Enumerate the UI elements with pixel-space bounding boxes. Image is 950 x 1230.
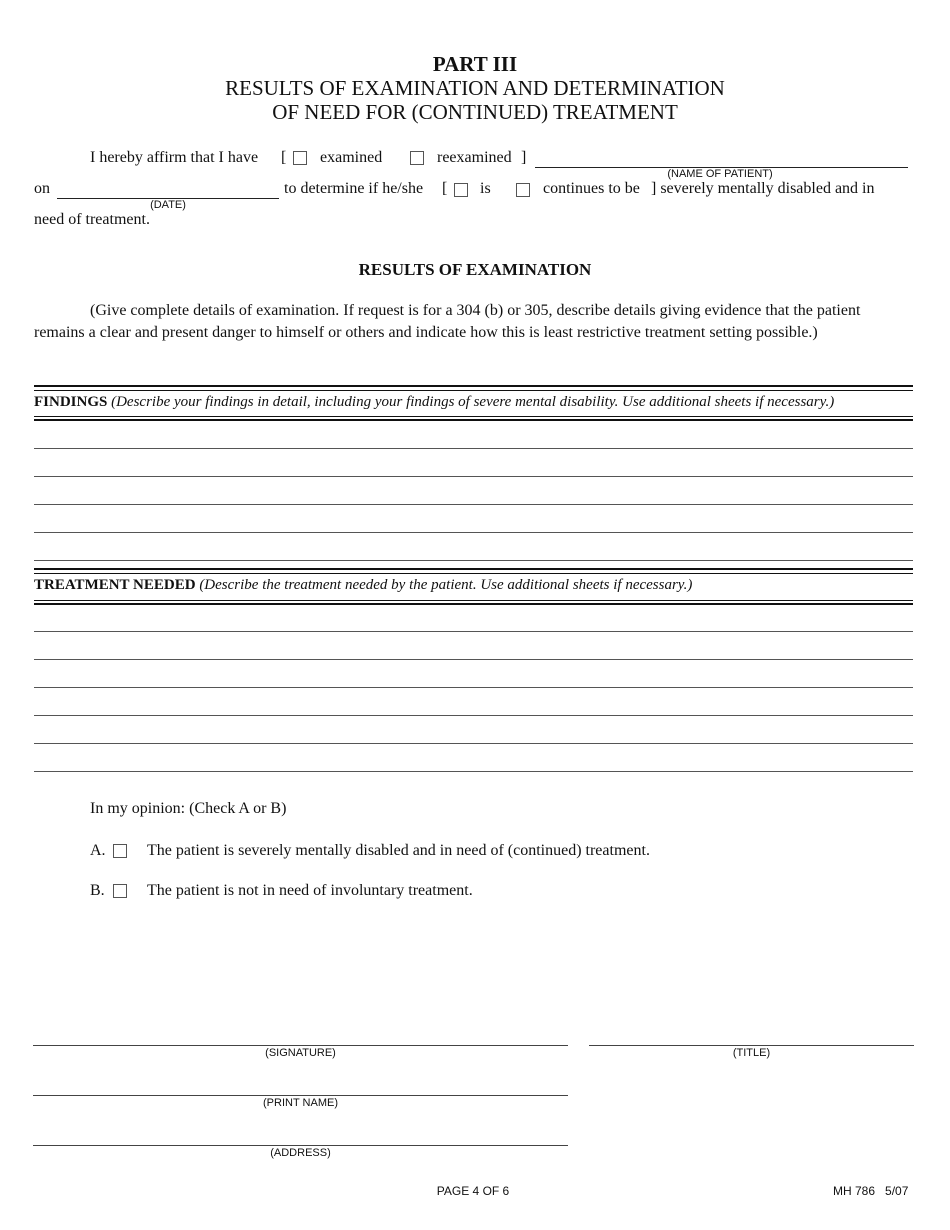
examined-label: examined [320,149,383,166]
continues-label: continues to be [543,180,640,197]
results-heading: RESULTS OF EXAMINATION [358,260,592,279]
part-heading: PART III [432,52,518,76]
is-checkbox[interactable] [454,183,468,197]
treatment-top-rule [34,568,913,574]
close-bracket-1: ] [521,149,527,166]
is-label: is [480,180,491,197]
examined-checkbox[interactable] [293,151,307,165]
option-a-text: The patient is severely mentally disabled and in need of (continued) treatment. [147,842,650,859]
on-label: on [34,180,50,197]
form-revision: 5/07 [885,1184,909,1198]
affirm-line-3: need of treatment. [34,211,150,228]
address-field[interactable] [33,1145,568,1146]
treatment-header [34,577,692,594]
form-id [833,1184,908,1198]
option-b-letter: B. [90,882,105,899]
findings-header [34,394,834,411]
open-bracket-1: [ [281,149,287,166]
treatment-line[interactable] [34,659,913,660]
results-instructions: (Give complete details of examination. If request is for a 304 (b) or 305, describe details giving evidence that the patient remains a clear and present danger to himself or others and indicate how this is least restrictive treatment setting possible.) [34,302,861,341]
treatment-label: TREATMENT NEEDED [34,577,196,593]
option-a-letter: A. [90,842,106,859]
name-caption: (NAME OF PATIENT) [667,168,773,180]
determine-text: to determine if he/she [284,180,424,197]
signature-field[interactable] [33,1045,568,1046]
treatment-line[interactable] [34,631,913,632]
findings-line[interactable] [34,476,913,477]
title-line-1: RESULTS OF EXAMINATION AND DETERMINATION [225,76,725,100]
print-name-caption: (PRINT NAME) [263,1097,338,1109]
title-field[interactable] [589,1045,914,1046]
address-caption: (ADDRESS) [270,1147,331,1159]
affirm-suffix: ] severely mentally disabled and in [651,180,875,197]
findings-label: FINDINGS [34,394,108,410]
option-b-checkbox[interactable] [113,884,127,898]
option-b-text: The patient is not in need of involuntary treatment. [147,882,473,899]
title-caption: (TITLE) [732,1047,771,1059]
treatment-line[interactable] [34,687,913,688]
treatment-line[interactable] [34,771,913,772]
reexamined-label: reexamined [437,149,512,166]
findings-top-rule [34,385,913,391]
findings-header-rule [34,416,913,421]
open-bracket-2: [ [442,180,448,197]
page-number: PAGE 4 OF 6 [436,1184,510,1198]
opinion-intro: In my opinion: (Check A or B) [90,800,287,817]
findings-line[interactable] [34,504,913,505]
affirm-prefix: I hereby affirm that I have [90,149,259,166]
reexamined-checkbox[interactable] [410,151,424,165]
title-line-2: OF NEED FOR (CONTINUED) TREATMENT [272,100,678,124]
option-a-checkbox[interactable] [113,844,127,858]
date-caption: (DATE) [150,199,186,211]
continues-checkbox[interactable] [516,183,530,197]
print-name-field[interactable] [33,1095,568,1096]
form-header [0,52,950,124]
findings-line[interactable] [34,448,913,449]
findings-line[interactable] [34,560,913,561]
signature-caption: (SIGNATURE) [265,1047,336,1059]
treatment-line[interactable] [34,715,913,716]
form-number: MH 786 [833,1184,876,1198]
findings-line[interactable] [34,532,913,533]
treatment-line[interactable] [34,743,913,744]
findings-instruction: (Describe your findings in detail, including your findings of severe mental disability. Use additional sheets if necessary.) [111,394,835,410]
treatment-header-rule [34,600,913,605]
treatment-instruction: (Describe the treatment needed by the patient. Use additional sheets if necessary.) [199,577,693,593]
